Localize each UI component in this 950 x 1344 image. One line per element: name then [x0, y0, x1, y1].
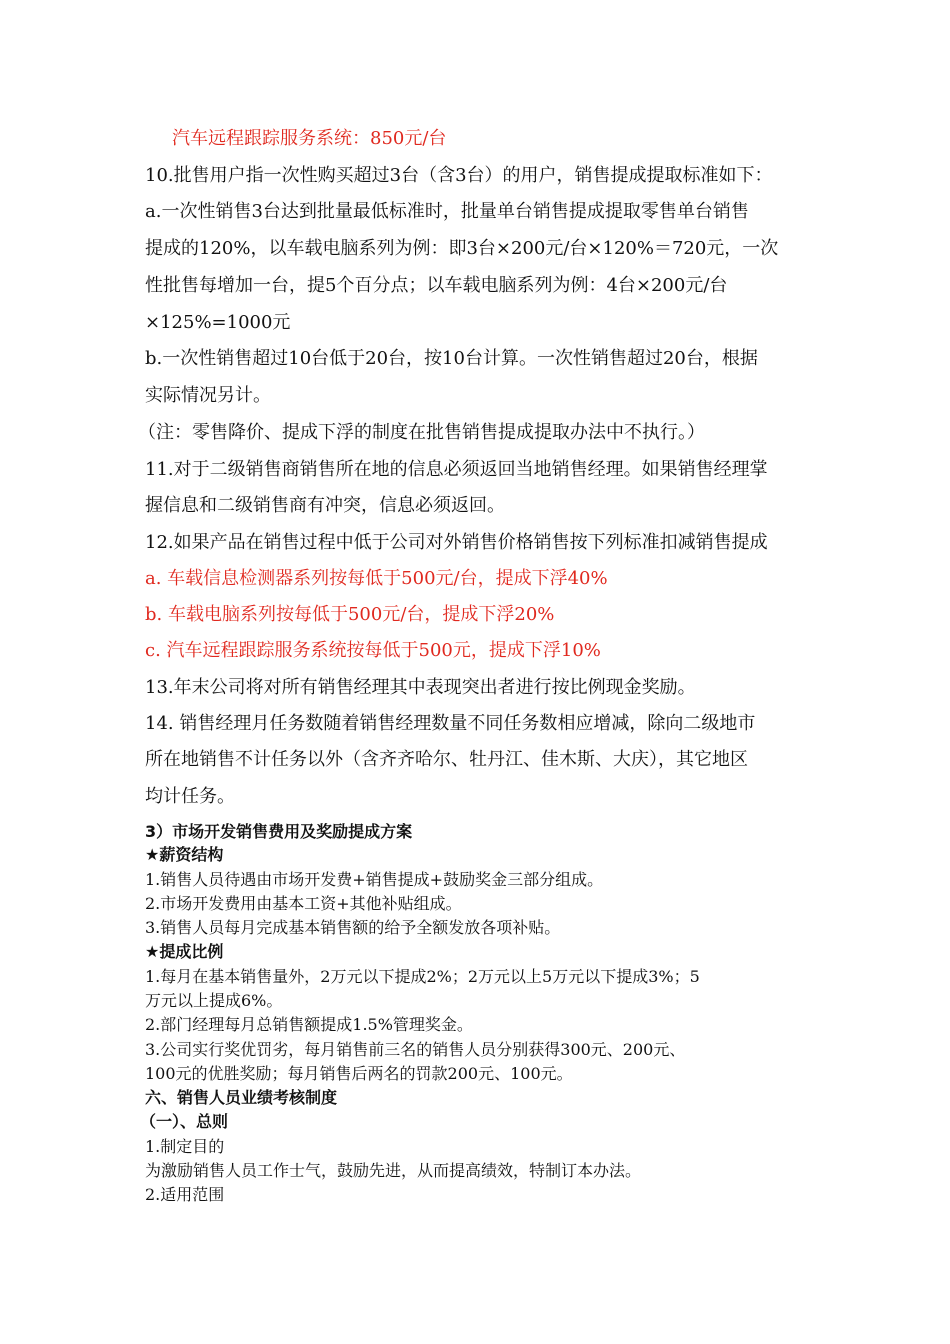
section-heading-general: （一）、总则: [140, 1112, 229, 1131]
rule-10a-line-1: a.一次性销售3台达到批量最低标准时，批量单台销售提成提取零售单台销售: [145, 201, 749, 222]
rule-10a-line-2: 提成的120%，以车载电脑系列为例：即3台×200元/台×120%＝720元，一次: [145, 238, 779, 259]
commission-item-2: 2.部门经理每月总销售额提成1.5%管理奖金。: [145, 1015, 473, 1034]
commission-item-3-line-1: 3.公司实行奖优罚劣，每月销售前三名的销售人员分别获得300元、200元、: [145, 1040, 686, 1059]
purpose-heading: 1.制定目的: [145, 1137, 225, 1156]
salary-item-1: 1.销售人员待遇由市场开发费+销售提成+鼓励奖金三部分组成。: [145, 870, 604, 889]
scope-heading: 2.适用范围: [145, 1185, 225, 1204]
rule-10b-line-1: b.一次性销售超过10台低于20台，按10台计算。一次性销售超过20台，根据: [145, 348, 758, 369]
salary-item-3: 3.销售人员每月完成基本销售额的给予全额发放各项补贴。: [145, 918, 561, 937]
rule-10: 10.批售用户指一次性购买超过3台（含3台）的用户，销售提成提取标准如下：: [145, 165, 773, 186]
rule-14-line-3: 均计任务。: [145, 786, 235, 807]
rule-10b-line-2: 实际情况另计。: [145, 385, 271, 406]
salary-item-2: 2.市场开发费用由基本工资+其他补贴组成。: [145, 894, 462, 913]
rule-12: 12.如果产品在销售过程中低于公司对外销售价格销售按下列标准扣减销售提成: [145, 532, 768, 553]
rule-12c: c. 汽车远程跟踪服务系统按每低于500元，提成下浮10%: [145, 640, 601, 661]
commission-item-3-line-2: 100元的优胜奖励；每月销售后两名的罚款200元、100元。: [145, 1064, 573, 1083]
price-line-tracking-system: 汽车远程跟踪服务系统：850元/台: [172, 128, 447, 149]
rule-10a-line-3: 性批售每增加一台，提5个百分点；以车载电脑系列为例：4台×200元/台: [145, 275, 728, 296]
note-line: （注：零售降价、提成下浮的制度在批售销售提成提取办法中不执行。）: [138, 422, 705, 443]
rule-14-line-1: 14. 销售经理月任务数随着销售经理数量不同任务数相应增减，除向二级地市: [145, 713, 756, 734]
commission-item-1-line-2: 万元以上提成6%。: [145, 991, 283, 1010]
rule-11-line-2: 握信息和二级销售商有冲突，信息必须返回。: [145, 495, 505, 516]
section-heading-3: 3）市场开发销售费用及奖励提成方案: [145, 822, 413, 841]
rule-13: 13.年末公司将对所有销售经理其中表现突出者进行按比例现金奖励。: [145, 677, 696, 698]
subheading-commission-ratio: ★提成比例: [145, 942, 224, 961]
rule-12b: b. 车载电脑系列按每低于500元/台，提成下浮20%: [145, 604, 555, 625]
rule-10a-line-4: ×125%=1000元: [145, 312, 291, 333]
commission-item-1-line-1: 1.每月在基本销售量外，2万元以下提成2%；2万元以上5万元以下提成3%；5: [145, 967, 700, 986]
rule-14-line-2: 所在地销售不计任务以外（含齐齐哈尔、牡丹江、佳木斯、大庆），其它地区: [145, 749, 748, 770]
rule-12a: a. 车载信息检测器系列按每低于500元/台，提成下浮40%: [145, 568, 608, 589]
subheading-salary-structure: ★薪资结构: [145, 845, 224, 864]
chapter-heading-six: 六、销售人员业绩考核制度: [145, 1088, 338, 1107]
purpose-text: 为激励销售人员工作士气，鼓励先进，从而提高绩效，特制订本办法。: [145, 1161, 642, 1180]
rule-11-line-1: 11.对于二级销售商销售所在地的信息必须返回当地销售经理。如果销售经理掌: [145, 459, 768, 480]
